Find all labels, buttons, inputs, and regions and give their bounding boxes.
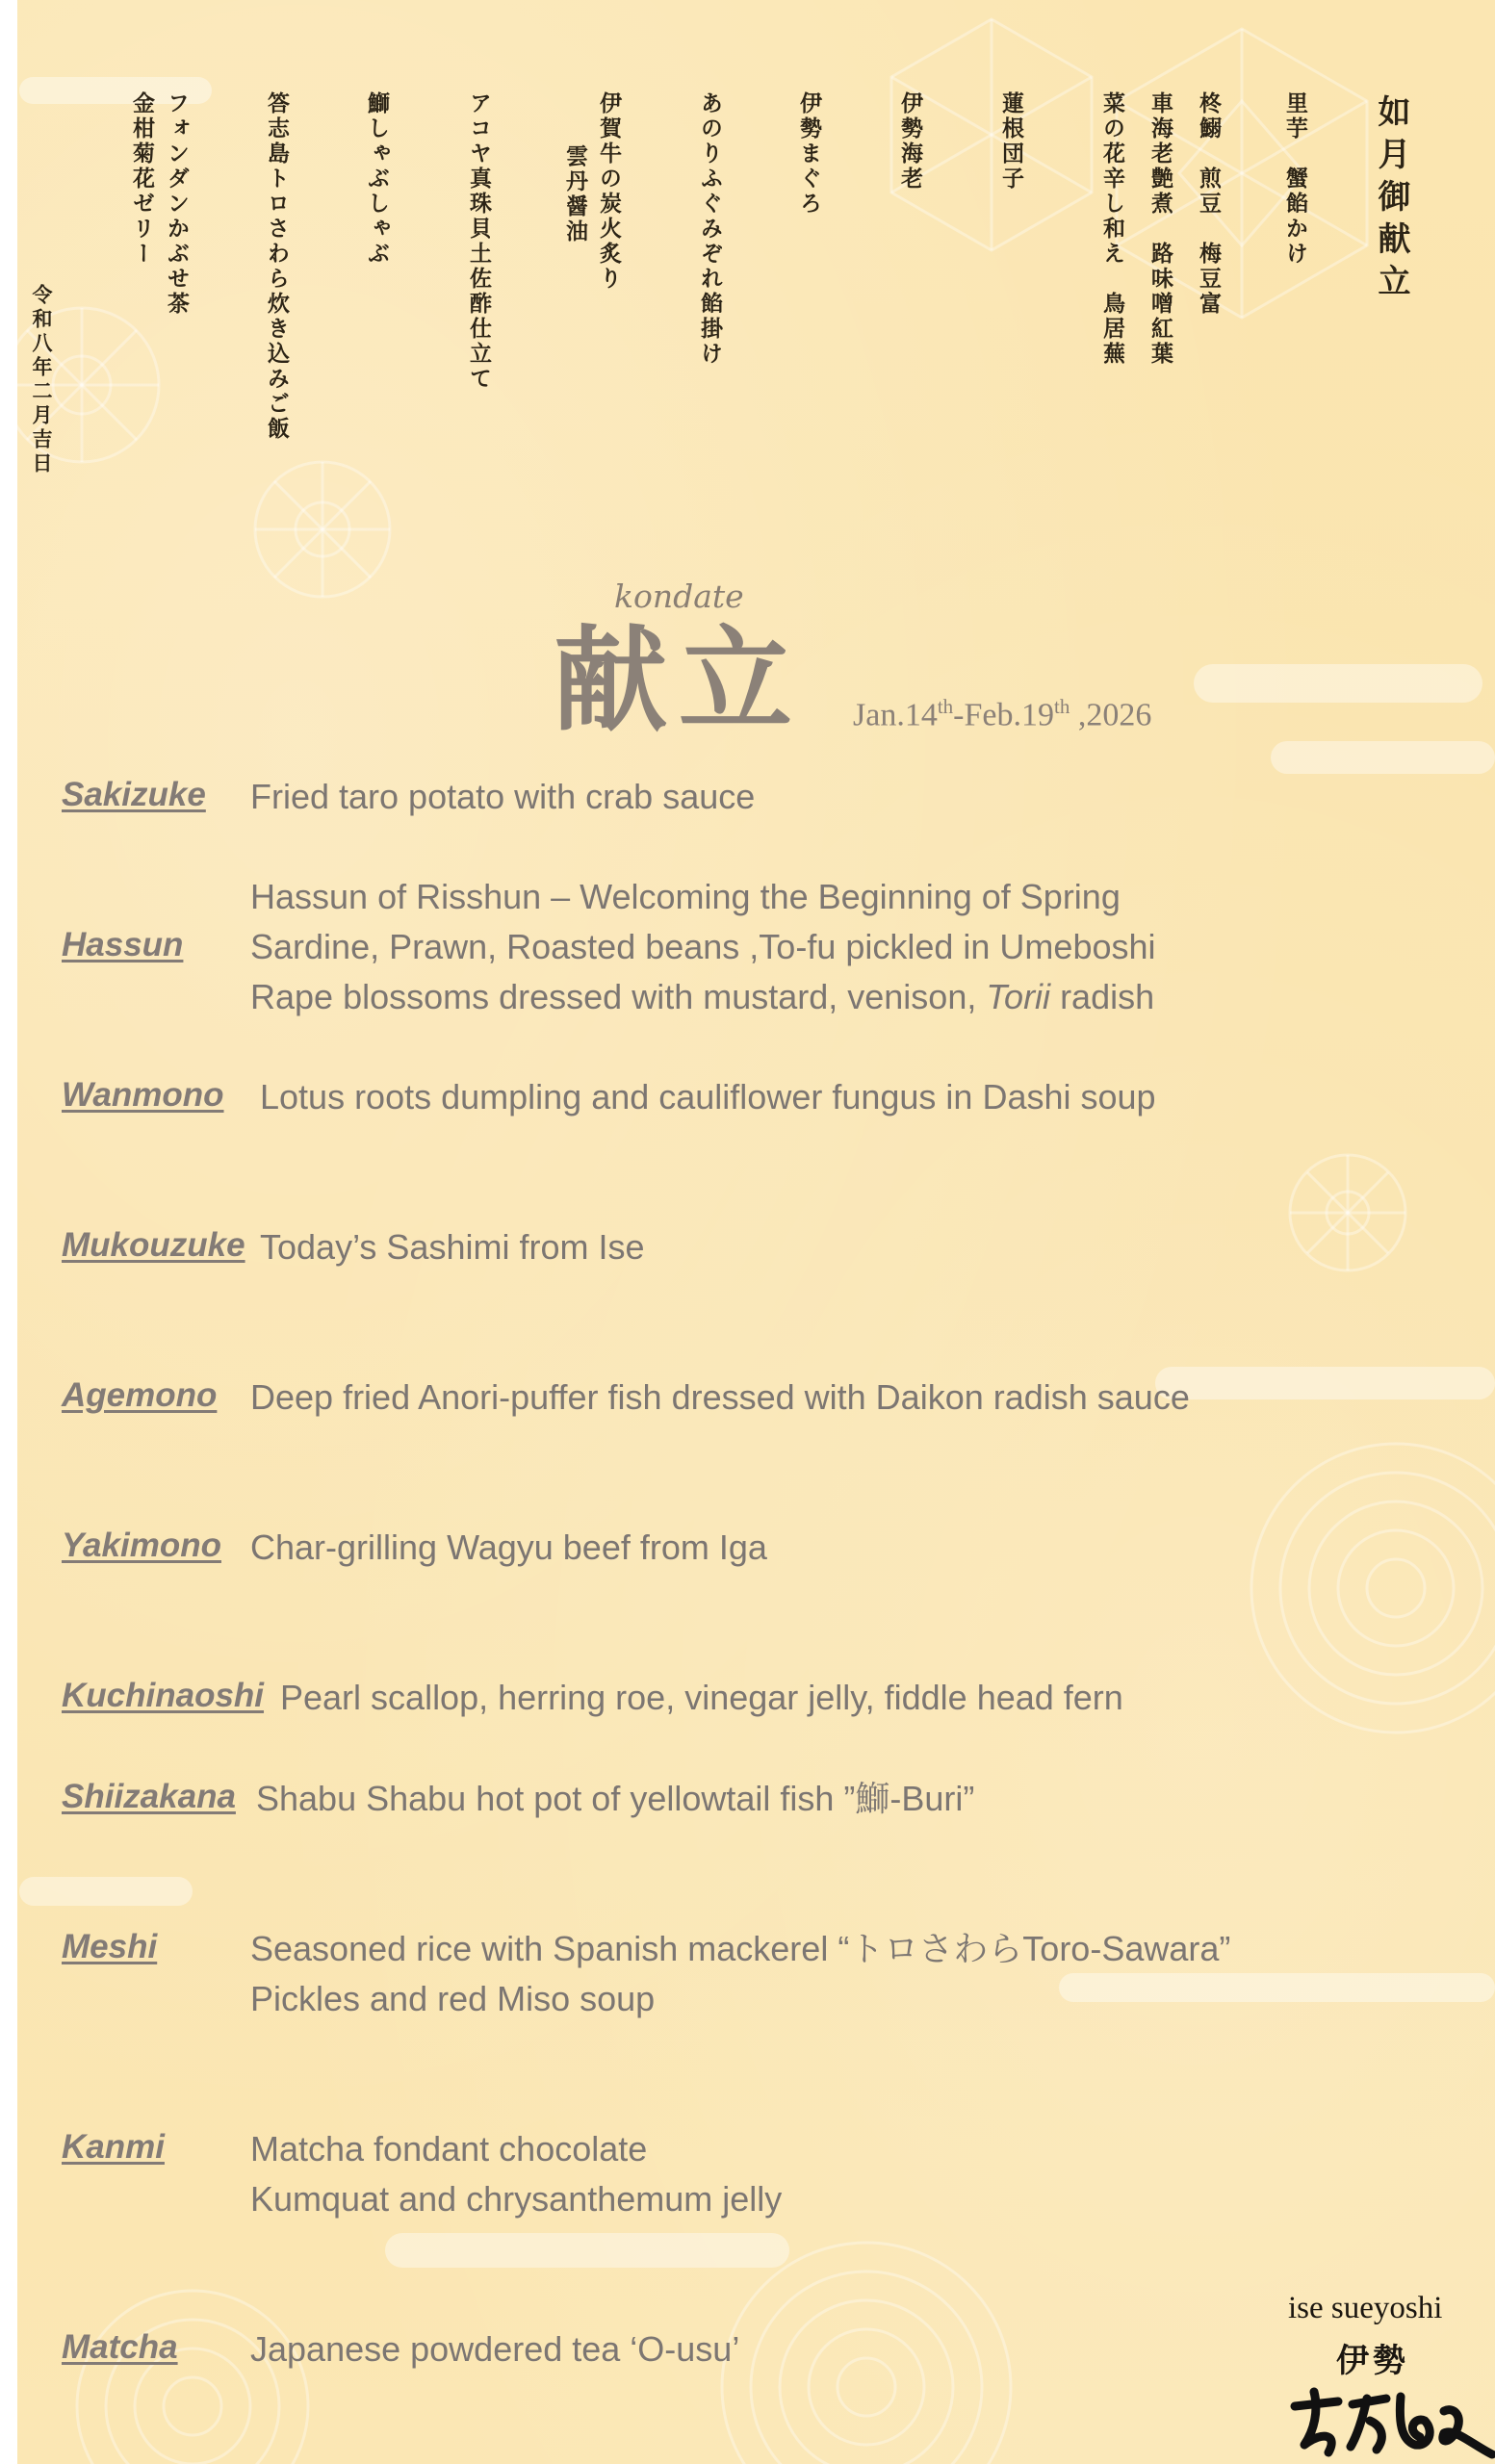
japanese-menu-item: 菜の花辛し和え 鳥居蕪 [1099,91,1125,367]
course-name: Yakimono [62,1527,221,1564]
course-desc-line: Char-grilling Wagyu beef from Iga [250,1527,767,1567]
course-desc [250,772,755,822]
japanese-menu-item: 伊勢海老 [897,91,923,192]
japanese-menu-item-sub: 金柑菊花ゼリー [129,91,155,267]
kondate-romaji: kondate [614,578,744,615]
course-desc [256,1774,974,1824]
course-desc-line: Matcha fondant chocolate [250,2129,648,2169]
course-desc-line: Pickles and red Miso soup [250,1979,656,2018]
japanese-menu-item: 鰤しゃぶしゃぶ [364,91,390,267]
japanese-menu-item: 柊鰯 煎豆 梅豆富 [1196,91,1222,317]
course-desc [260,1072,1156,1122]
course-name: Kanmi [62,2128,165,2166]
course-name: Wanmono [62,1076,224,1114]
course-desc-part: radish [1050,977,1155,1016]
course-desc [250,2124,782,2224]
course-desc-part: Rape blossoms dressed with mustard, venison, [250,977,987,1016]
course-desc-line [250,972,1156,1022]
date-start-suffix: th [937,695,954,718]
course-desc-line: Today’s Sashimi from Ise [260,1227,645,1267]
course-desc-line: Sardine, Prawn, Roasted beans ,To-fu pickled in Umeboshi [250,927,1156,966]
date-end: -Feb.19 [953,697,1054,733]
course-desc-italic: Torii [986,977,1051,1016]
course-name: Shiizakana [62,1778,236,1815]
japanese-menu-title: 如月御献立 [1372,94,1410,306]
course-desc-line: Japanese powdered tea ‘O-usu’ [250,2329,740,2369]
course-desc-line: Deep fried Anori-puffer fish dressed with Daikon radish sauce [250,1377,1190,1417]
kondate-kanji-title: 献立 [554,613,805,747]
japanese-menu-date: 令和八年二月吉日 [30,284,54,476]
chrysanthemum-pattern [255,462,390,597]
japanese-menu-item: 伊賀牛の炭火炙り [596,91,622,292]
course-desc [250,2324,739,2374]
date-end-suffix: th [1054,695,1070,718]
seigaiha-pattern [1251,1444,1495,1732]
japanese-menu-item: あのりふぐみぞれ餡掛け [697,91,723,367]
course-desc-line: Shabu Shabu hot pot of yellowtail fish ”鰤-Buri” [256,1779,975,1818]
japanese-menu-item: 答志島トロさわら炊き込みご飯 [264,91,290,442]
course-desc [250,1924,1230,2024]
japanese-menu-item-sub: 雲丹醤油 [562,144,588,244]
japanese-menu-item: 蓮根団子 [998,91,1024,192]
date-start: Jan.14 [853,697,938,733]
course-desc-line: Pearl scallop, herring roe, vinegar jelly, fiddle head fern [280,1678,1123,1717]
course-desc [250,872,1156,1022]
logo-text: ise sueyoshi [1288,2291,1443,2325]
course-desc [260,1222,644,1272]
course-desc [250,1373,1190,1423]
logo-signature-icon [1285,2377,1495,2464]
japanese-menu-item: 伊勢まぐろ [796,91,822,217]
course-desc [250,1523,767,1573]
japanese-menu-item: フォンダンかぶせ茶 [164,91,190,317]
course-desc-line: Fried taro potato with crab sauce [250,777,756,816]
course-desc-line: Kumquat and chrysanthemum jelly [250,2179,783,2219]
date-year: ,2026 [1070,697,1152,733]
japanese-menu-item: 車海老艶煮 路味噌紅葉 [1147,91,1173,367]
japanese-menu-item: 里芋 蟹餡かけ [1282,91,1308,267]
course-name: Kuchinaoshi [62,1677,265,1714]
course-desc [280,1673,1123,1723]
course-name: Sakizuke [62,776,206,813]
course-desc-line: Hassun of Risshun – Welcoming the Beginning of Spring [250,877,1121,916]
course-name: Agemono [62,1376,218,1414]
course-desc-line: Lotus roots dumpling and cauliflower fungus in Dashi soup [260,1077,1156,1116]
course-name: Matcha [62,2328,178,2366]
course-name: Hassun [62,926,184,963]
japanese-menu-item: アコヤ真珠貝土佐酢仕立て [466,91,492,392]
course-desc-line: Seasoned rice with Spanish mackerel “トロさわらToro-Sawara” [250,1929,1231,1968]
course-name: Meshi [62,1928,158,1965]
logo-kanji: 伊勢 [1336,2342,1409,2380]
date-range [853,695,1151,733]
course-name: Mukouzuke [62,1226,245,1264]
